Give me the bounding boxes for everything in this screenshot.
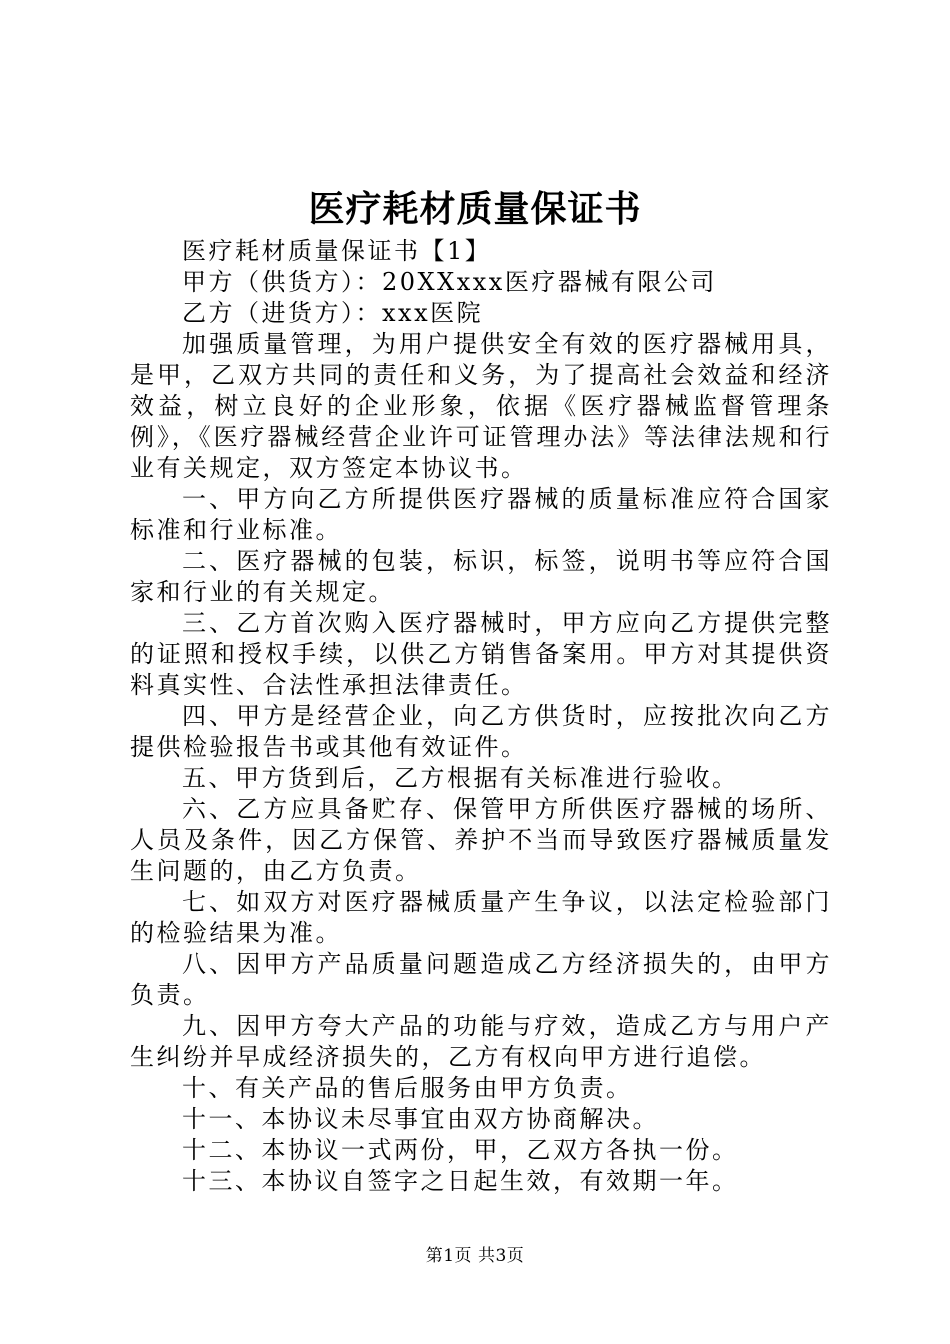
paragraph-party-a: 甲方（供货方）：20XXxxx医疗器械有限公司: [182, 268, 717, 296]
clause-12: 十二、本协议一式两份，甲，乙双方各执一份。: [182, 1136, 739, 1164]
clause-13: 十三、本协议自签字之日起生效，有效期一年。: [182, 1167, 739, 1195]
clause-7: 七、如双方对医疗器械质量产生争议，以法定检验部门的检验结果为准。: [130, 888, 832, 947]
page-number-footer: 第1页 共3页: [425, 1246, 525, 1266]
document-body: [130, 236, 832, 1197]
clause-10: 十、有关产品的售后服务由甲方负责。: [182, 1074, 633, 1102]
clause-11: 十一、本协议未尽事宜由双方协商解决。: [182, 1105, 659, 1133]
page-title: 医疗耗材质量保证书: [308, 188, 642, 230]
clause-5: 五、甲方货到后，乙方根据有关标准进行验收。: [182, 764, 739, 792]
clause-3: 三、乙方首次购入医疗器械时，甲方应向乙方提供完整的证照和授权手续，以供乙方销售备案用。甲方对其提供资料真实性、合法性承担法律责任。: [130, 609, 832, 699]
clause-1: 一、甲方向乙方所提供医疗器械的质量标准应符合国家标准和行业标准。: [130, 485, 832, 544]
paragraph-party-b: 乙方（进货方）：xxx医院: [182, 299, 484, 327]
clause-6: 六、乙方应具备贮存、保管甲方所供医疗器械的场所、人员及条件，因乙方保管、养护不当而导致医疗器械质量发生问题的，由乙方负责。: [130, 795, 832, 885]
paragraph-subtitle: 医疗耗材质量保证书【1】: [182, 237, 492, 265]
clause-2: 二、医疗器械的包装，标识，标签，说明书等应符合国家和行业的有关规定。: [130, 547, 832, 606]
clause-9: 九、因甲方夸大产品的功能与疗效，造成乙方与用户产生纠纷并早成经济损失的，乙方有权向甲方进行追偿。: [130, 1012, 832, 1071]
clause-4: 四、甲方是经营企业，向乙方供货时，应按批次向乙方提供检验报告书或其他有效证件。: [130, 702, 832, 761]
clause-8: 八、因甲方产品质量问题造成乙方经济损失的，由甲方负责。: [130, 950, 832, 1009]
paragraph-preamble: 加强质量管理，为用户提供安全有效的医疗器械用具，是甲，乙双方共同的责任和义务，为了提高社会效益和经济效益，树立良好的企业形象，依据《医疗器械监督管理条例》，《医疗器械经营企业许可证管理办法》等法律法规和行业有关规定，双方签定本协议书。: [130, 330, 832, 482]
